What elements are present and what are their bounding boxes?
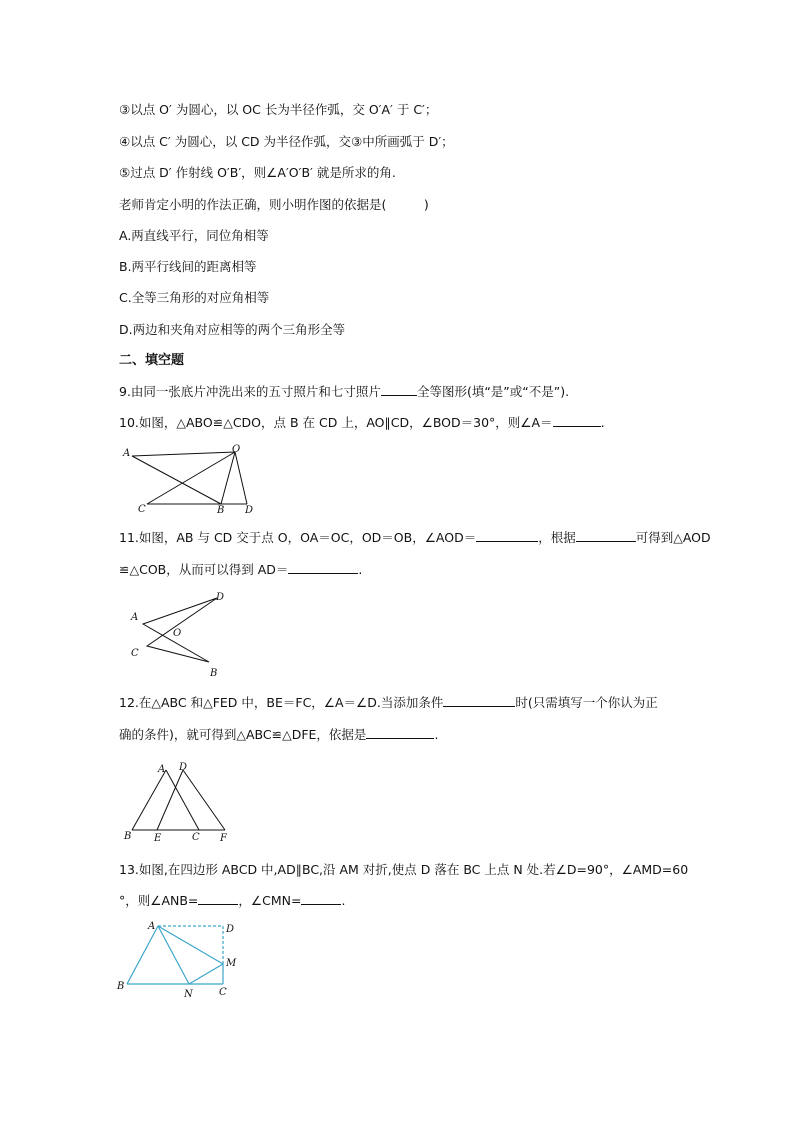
fig11-label-o: O	[173, 628, 182, 639]
fig12-label-a: A	[158, 764, 166, 775]
q13-blank-1	[198, 892, 238, 905]
step3-line: ③以点 O′ 为圆心，以 OC 长为半径作弧，交 O′A′ 于 C′；	[119, 102, 438, 117]
question-9	[119, 383, 569, 401]
q13-text-b: °，则∠ANB=	[119, 893, 199, 908]
fig13-label-a: A	[148, 921, 156, 932]
fig11-label-b: B	[210, 668, 218, 679]
q9-blank	[381, 383, 417, 396]
fig10-label-b: B	[217, 505, 225, 516]
teacher-question: 老师肯定小明的作法正确，则小明作图的依据是( )	[119, 197, 429, 212]
q9-text-a: 9.由同一张底片冲洗出来的五寸照片和七寸照片	[119, 384, 381, 399]
fig10-label-c: C	[138, 504, 146, 515]
question-13-line2	[119, 892, 345, 910]
q10-blank	[553, 414, 601, 427]
q13-text-c: ，∠CMN=	[238, 893, 302, 908]
q12-blank-1	[443, 694, 515, 707]
option-c: C.全等三角形的对应角相等	[119, 290, 270, 305]
q11-text-d: ≌△COB，从而可以得到 AD＝	[119, 562, 289, 577]
q10-text-a: 10.如图，△ABO≌△CDO，点 B 在 CD 上，AO∥CD，∠BOD＝30°，则∠A＝	[119, 415, 553, 430]
q12-text-a: 12.在△ABC 和△FED 中，BE＝FC，∠A＝∠D.当添加条件	[119, 695, 444, 710]
q11-blank-2	[576, 529, 636, 542]
question-12-line1	[119, 694, 658, 712]
q11-blank-3	[288, 561, 358, 574]
fig12-label-c: C	[192, 832, 200, 843]
q13-text-a: 13.如图,在四边形 ABCD 中,AD∥BC,沿 AM 对折,使点 D 落在 BC 上点 N 处.若∠D=90°，∠AMD=60	[119, 862, 689, 877]
fig13-label-d: D	[226, 924, 235, 935]
fig10-label-a: A	[123, 448, 131, 459]
fig12-label-e: E	[154, 833, 162, 844]
question-10	[119, 414, 605, 432]
q11-text-e: .	[358, 562, 363, 577]
step5-line: ⑤过点 D′ 作射线 O′B′，则∠A′O′B′ 就是所求的角.	[119, 165, 396, 180]
q10-text-b: .	[600, 415, 605, 430]
option-d: D.两边和夹角对应相等的两个三角形全等	[119, 322, 346, 337]
section-heading: 二、填空题	[119, 353, 185, 368]
fig12-label-b: B	[124, 831, 132, 842]
fig12-label-d: D	[179, 762, 188, 773]
fig11-label-a: A	[131, 612, 139, 623]
option-b: B.两平行线间的距离相等	[119, 259, 257, 274]
question-11-line2	[119, 561, 362, 579]
step4-line: ④以点 C′ 为圆心，以 CD 为半径作弧，交③中所画弧于 D′；	[119, 134, 454, 149]
fig11-label-d: D	[216, 592, 225, 603]
q12-blank-2	[366, 726, 434, 739]
q11-text-a: 11.如图，AB 与 CD 交于点 O，OA＝OC，OD＝OB，∠AOD＝	[119, 530, 477, 545]
question-12-line2	[119, 726, 438, 744]
fig13-label-c: C	[219, 987, 227, 998]
fig13-label-b: B	[117, 981, 125, 992]
q13-blank-2	[301, 892, 341, 905]
figure-13	[115, 918, 245, 1000]
fig11-label-c: C	[131, 648, 139, 659]
fig12-label-f: F	[220, 833, 227, 844]
q13-text-d: .	[341, 893, 346, 908]
q12-text-d: .	[434, 727, 439, 742]
q9-text-b: 全等图形(填“是”或“不是”).	[416, 384, 570, 399]
figure-11	[125, 590, 240, 682]
figure-10	[120, 442, 260, 514]
option-a: A.两直线平行，同位角相等	[119, 228, 269, 243]
q12-text-c: 确的条件)，就可得到△ABC≌△DFE，依据是	[119, 727, 367, 742]
question-13-line1	[119, 861, 688, 879]
q11-blank-1	[476, 529, 538, 542]
question-11-line1	[119, 529, 711, 547]
q11-text-c: 可得到△AOD	[635, 530, 711, 545]
q12-text-b: 时(只需填写一个你认为正	[515, 695, 658, 710]
fig10-label-d: D	[245, 505, 254, 516]
q11-text-b: ，根据	[538, 530, 576, 545]
fig13-label-n: N	[184, 989, 193, 1000]
fig10-label-o: O	[232, 444, 241, 455]
figure-12	[120, 758, 240, 843]
fig13-label-m: M	[226, 958, 237, 969]
